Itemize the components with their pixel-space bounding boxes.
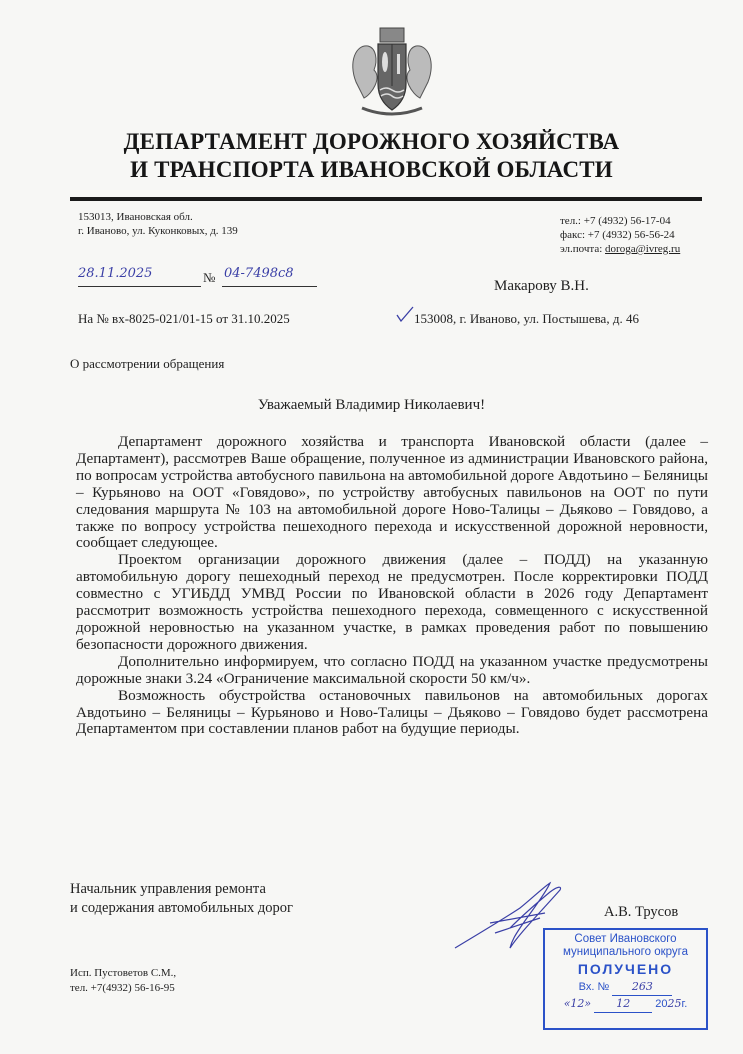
reference-line: На № вх-8025-021/01-15 от 31.10.2025 — [78, 311, 290, 326]
signer-title-line1: Начальник управления ремонта — [70, 881, 266, 897]
header-divider — [70, 197, 702, 201]
stamp-year-end: г. — [681, 998, 688, 1010]
stamp-org-line2: муниципального округа — [563, 946, 688, 958]
sender-contacts — [560, 214, 680, 256]
organization-title — [0, 128, 743, 184]
body-paragraph: Возможность обустройства остановочных павильонов на автомобильных дорогах Авдотьино – Беляницы – Курьяново и Ново-Талицы – Дьяково – Говядово будет рассмотрена Департаментом при составлении планов работ на будущие периоды. — [76, 686, 708, 738]
recipient-name: Макарову В.Н. — [494, 278, 589, 294]
executor-info — [70, 966, 176, 996]
registration-date-field — [78, 266, 201, 287]
email-link[interactable]: doroga@ivreg.ru — [605, 243, 681, 255]
org-title-line2: И ТРАНСПОРТА ИВАНОВСКОЙ ОБЛАСТИ — [130, 157, 613, 182]
body-paragraph: Проектом организации дорожного движения (далее – ПОДД) на указанную автомобильную дорогу пешеходный переход не предусмотрен. После корректировки ПОДД совместно с УГИБДД УМВД России по Ивановской области в 2026 году Департамент рассмотрит возможность устройства пешеходного перехода, совмещенного с искусственной дорожной неровностью на указанном участке, в рамках проведения работ по повышению безопасности дорожного движения. — [76, 551, 708, 653]
body-paragraph: Департамент дорожного хозяйства и транспорта Ивановской области (далее – Департамент), рассмотрев Ваше обращение, полученное из администрации Ивановского района, по вопросам устройства автобусного павильона на автомобильной дороге Авдотьино – Беляницы – Курьяново на ООТ «Говядово», по устройству автобусных павильонов на ООТ по пути следования маршрута № 103 на автомобильной дороге Ново-Талицы – Дьяково – Говядово, а также по вопросу устройства пешеходного перехода и искусственной дорожной неровности, сообщает следующее. — [76, 433, 708, 552]
sender-phone: тел.: +7 (4932) 56-17-04 — [560, 215, 671, 227]
sender-email-row — [560, 242, 680, 256]
org-title-line1: ДЕПАРТАМЕНТ ДОРОЖНОГО ХОЗЯЙСТВА — [123, 129, 620, 154]
sender-address-line1: 153013, Ивановская обл. — [78, 211, 193, 223]
sender-address-line2: г. Иваново, ул. Куконковых, д. 139 — [78, 225, 238, 237]
registration-number-label: № — [203, 270, 216, 285]
email-label: эл.почта: — [560, 243, 606, 255]
recipient-address: 153008, г. Иваново, ул. Постышева, д. 46 — [414, 311, 639, 326]
received-stamp — [543, 928, 708, 1030]
stamp-incoming-number: 263 — [612, 979, 672, 996]
registration-number-field — [222, 266, 317, 287]
executor-phone: тел. +7(4932) 56-16-95 — [70, 982, 175, 994]
stamp-incoming-row — [545, 979, 706, 996]
signer-name: А.В. Трусов — [604, 904, 679, 920]
checkmark-icon — [396, 306, 414, 322]
greeting: Уважаемый Владимир Николаевич! — [257, 397, 486, 413]
letter-body — [76, 434, 708, 738]
signer-title — [70, 880, 293, 918]
stamp-month: 12 — [594, 996, 652, 1013]
coat-of-arms-icon — [342, 22, 442, 122]
stamp-incoming-label: Вх. № — [578, 981, 610, 993]
registration-date: 28.11.2025 — [78, 266, 153, 281]
letter-subject: О рассмотрении обращения — [70, 356, 225, 371]
stamp-org-line1: Совет Ивановского — [574, 933, 677, 945]
stamp-day: «12» — [563, 997, 592, 1010]
registration-number: 04-7498с8 — [224, 266, 294, 281]
stamp-year-prefix: 20 — [655, 998, 668, 1010]
stamp-date-row — [545, 996, 706, 1013]
sender-address — [78, 210, 238, 238]
body-paragraph: Дополнительно информируем, что согласно ПОДД на указанном участке предусмотрены дорожные знаки 3.24 «Ограничение максимальной скорости 50 км/ч». — [76, 652, 708, 687]
executor-name: Исп. Пустоветов С.М., — [70, 967, 177, 979]
sender-fax: факс: +7 (4932) 56-56-24 — [560, 229, 675, 241]
stamp-status: ПОЛУЧЕНО — [577, 961, 674, 977]
stamp-year-suffix: 25 — [667, 997, 682, 1010]
signer-title-line2: и содержания автомобильных дорог — [70, 900, 293, 916]
